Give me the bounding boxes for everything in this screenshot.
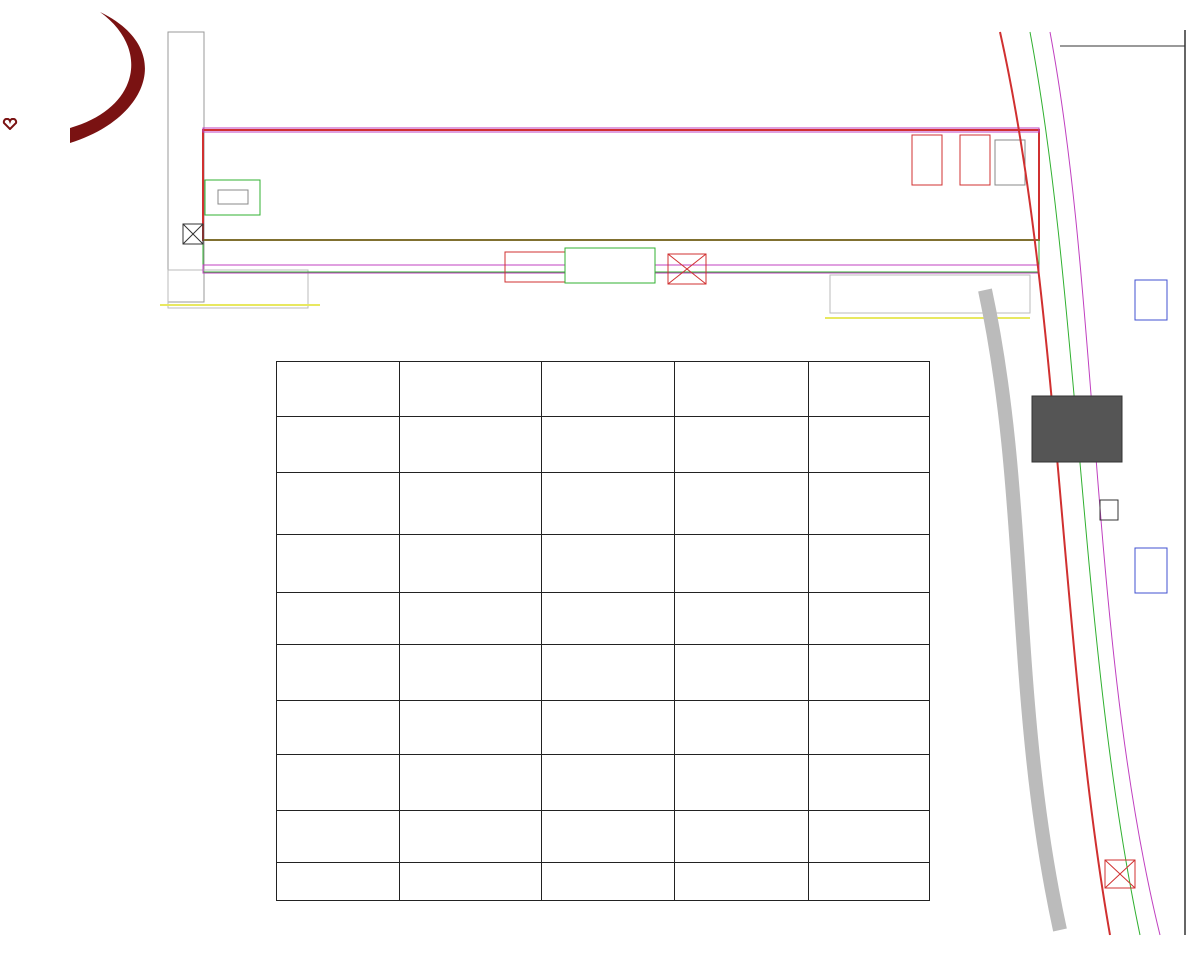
studio-day2: [675, 417, 808, 473]
day3-activity: [808, 593, 929, 645]
day1-activity: [541, 473, 674, 535]
day3-activity: [808, 645, 929, 701]
table-row: [277, 593, 930, 645]
day1-activity: [541, 811, 674, 863]
day3-activity: [808, 535, 929, 593]
right-wing: [985, 30, 1185, 935]
day1-activity: [541, 645, 674, 701]
auditorium-name: [286, 593, 391, 645]
day3-activity: [808, 811, 929, 863]
day3-activity: [808, 473, 929, 535]
left-stairs: [160, 32, 320, 308]
capacity-value: [400, 645, 542, 701]
day3-activity: [808, 701, 929, 755]
day2-activity: [675, 863, 808, 901]
auditorium-name: [286, 473, 391, 535]
capacity-value: [400, 593, 542, 645]
schedule-table: [276, 361, 930, 901]
congress-logo: [0, 8, 170, 148]
table-row: [277, 473, 930, 535]
day2-activity: [675, 535, 808, 593]
table-row: [277, 755, 930, 811]
heart-icon: [2, 118, 18, 130]
day2-activity: [675, 811, 808, 863]
day1-activity: [541, 755, 674, 811]
day1-activity: [541, 535, 674, 593]
logo-swoosh-icon: [0, 8, 170, 148]
header-auditorium: [286, 362, 391, 417]
header-day1: [541, 362, 674, 417]
table-header-row: [277, 362, 930, 417]
studio-day3: [808, 417, 929, 473]
day1-activity: [541, 593, 674, 645]
header: [480, 20, 870, 26]
capacity-value: [400, 755, 542, 811]
studio-cell: [286, 417, 391, 473]
day3-activity: [808, 755, 929, 811]
capacity-value: [400, 863, 542, 901]
capacity-value: [400, 811, 542, 863]
header-capacity: [400, 362, 542, 417]
day2-activity: [675, 593, 808, 645]
logo-brand: [2, 118, 21, 130]
day1-activity: [541, 701, 674, 755]
day2-activity: [675, 473, 808, 535]
table-row: [277, 863, 930, 901]
table-row: [277, 811, 930, 863]
auditorium-name: [286, 863, 391, 901]
day2-activity: [675, 645, 808, 701]
day1-activity: [541, 863, 674, 901]
auditorium-name: [286, 535, 391, 593]
day2-activity: [675, 755, 808, 811]
studio-capacity: [400, 417, 542, 473]
studio-day1: [541, 417, 674, 473]
main-hall: [183, 128, 1039, 318]
day2-activity: [675, 701, 808, 755]
table-row: [277, 417, 930, 473]
auditorium-name: [286, 755, 391, 811]
day3-activity: [808, 863, 929, 901]
table-row: [277, 701, 930, 755]
capacity-value: [400, 701, 542, 755]
table-row: [277, 645, 930, 701]
auditorium-name: [286, 811, 391, 863]
header-day2: [675, 362, 808, 417]
capacity-value: [400, 535, 542, 593]
header-day3: [808, 362, 929, 417]
table-row: [277, 535, 930, 593]
capacity-value: [400, 473, 542, 535]
auditorium-name: [286, 701, 391, 755]
auditorium-name: [286, 645, 391, 701]
